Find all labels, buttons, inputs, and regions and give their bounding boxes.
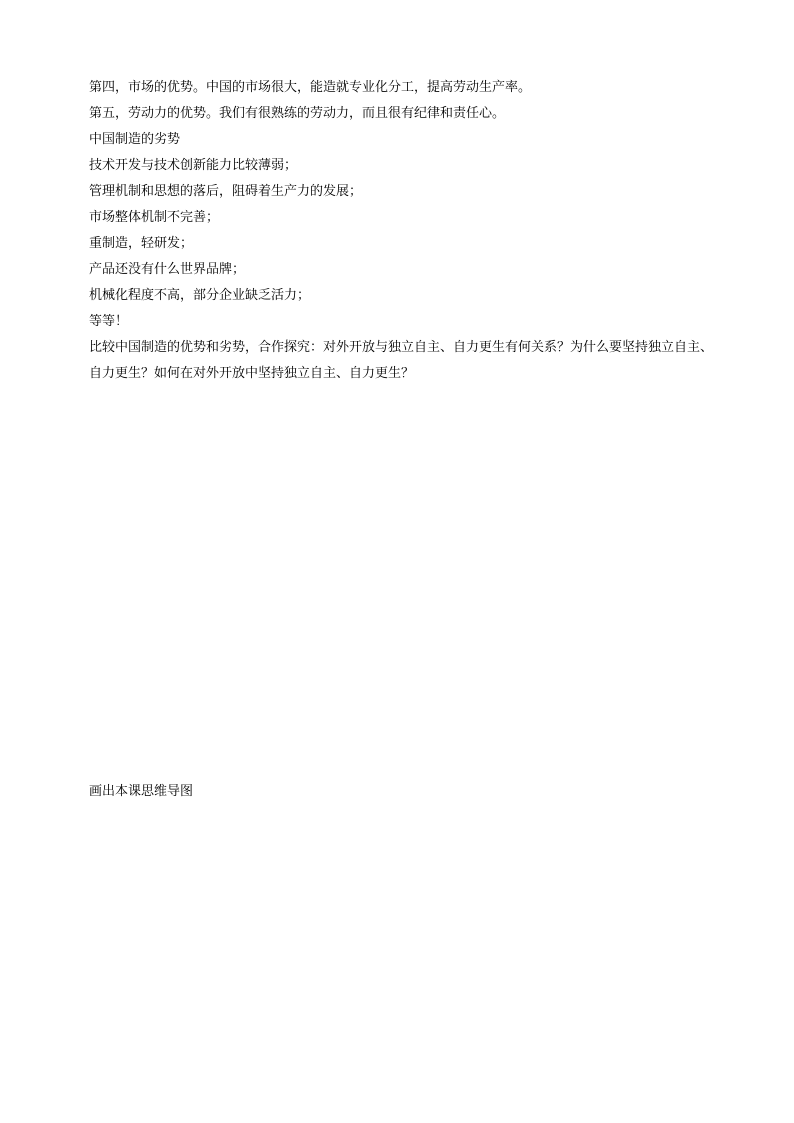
list-item-disadvantage: 重制造，轻研发； (89, 236, 194, 251)
question-paragraph: 比较中国制造的优势和劣势，合作探究：对外开放与独立自主、自力更生有何关系？为什么要坚持独立自主、自力更生？如何在对外开放中坚持独立自主、自力更生？ (89, 340, 714, 381)
list-item-disadvantage: 技术开发与技术创新能力比较薄弱； (89, 158, 298, 173)
paragraph-advantage-labor: 第五，劳动力的优势。我们有很熟练的劳动力，而且很有纪律和责任心。 (89, 106, 506, 121)
section-heading-disadvantages: 中国制造的劣势 (89, 132, 181, 147)
list-item-etc: 等等！ (89, 314, 129, 329)
list-item-disadvantage: 管理机制和思想的落后，阻碍着生产力的发展； (89, 184, 363, 199)
mindmap-prompt: 画出本课思维导图 (89, 784, 194, 799)
list-item-disadvantage: 市场整体机制不完善； (89, 210, 220, 225)
list-item-disadvantage: 机械化程度不高，部分企业缺乏活力； (89, 288, 311, 303)
paragraph-advantage-market: 第四，市场的优势。中国的市场很大，能造就专业化分工，提高劳动生产率。 (89, 80, 532, 95)
list-item-disadvantage: 产品还没有什么世界品牌； (89, 262, 246, 277)
document-body (89, 75, 725, 387)
